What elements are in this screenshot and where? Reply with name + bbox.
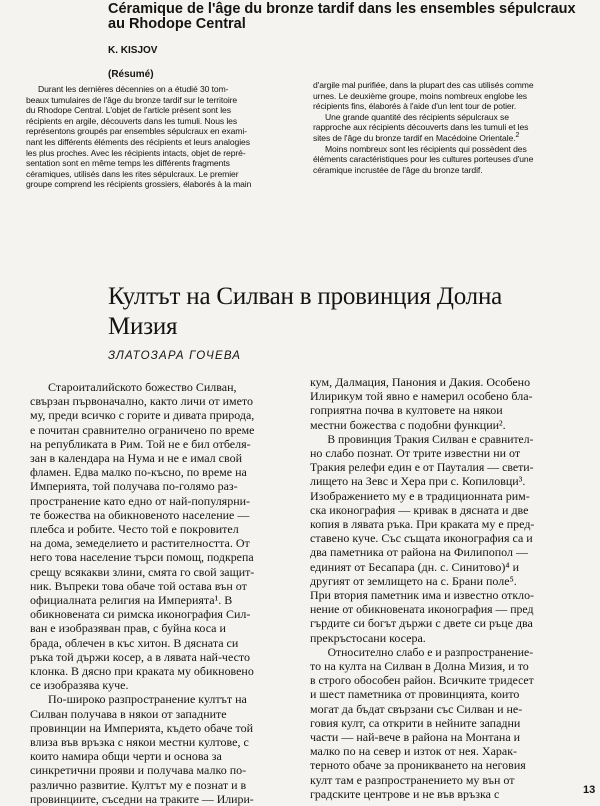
- resume-text-line: du Rhodope Central. L'objet de l'article présent sont les: [26, 105, 231, 116]
- article-text-line: градските центрове и не във връзка с: [310, 786, 500, 801]
- resume-label: (Résumé): [108, 69, 154, 80]
- resume-text-line: récipients fins, élaborés à l'aide d'un lent tour de potier.: [313, 101, 517, 112]
- article-text-line: клонка. В дясно при краката му обикновено: [30, 664, 254, 679]
- article-text-line: свързан първоначално, както личи от името: [30, 394, 254, 409]
- article-text-line: ръка той държи косер, а в лявата най-често: [30, 649, 251, 664]
- resume-text-line: Une grande quantité des récipients sépulcraux se: [325, 111, 509, 122]
- resume-left-column: [26, 84, 251, 190]
- article-text-line: Относително слабо е и разпространение-: [327, 644, 534, 659]
- resume-text-line: sentation sont en même temps les différents fragments: [26, 158, 230, 169]
- article-left-column: [30, 380, 254, 806]
- footnote-mark: 2: [515, 132, 520, 140]
- article-text-line: Староиталийското божество Силван,: [48, 380, 237, 394]
- article-text-line: Илирикум той явно е намерил особено бла-: [310, 389, 533, 404]
- article-text-line: брада, облечен в къс хитон. В дясната си: [30, 635, 239, 650]
- resume-text-line: groupe comprend les récipients grossiers, élaborés à la main: [26, 179, 252, 190]
- article-text-line: При втория паметник има и известно откло-: [310, 588, 534, 603]
- article-text-line: гоприятна почва в култовете на някои: [310, 403, 503, 418]
- article-text-line: лището на Зевс и Хера при с. Копиловци³.: [310, 474, 526, 489]
- resume-text-line: les plus proches. Avec les récipients intacts, objet de repré-: [26, 147, 246, 158]
- resume-text-line: représentons groupés par ensembles sépulcraux en exami-: [26, 126, 247, 137]
- article-text-line: пространение като едно от най-популярни-: [30, 493, 251, 508]
- article-text-line: другият от землището на с. Брани поле⁵.: [310, 573, 517, 588]
- article-text-line: официалната религия на Империята¹. В: [30, 593, 233, 608]
- article-text-line: срещу всякакви злини, смята го свой защит-: [30, 564, 255, 579]
- article-text-line: малко по на север и изток от нея. Харак-: [310, 744, 518, 759]
- resume-text-line: urnes. Le deuxième groupe, moins nombreux englobe les: [313, 90, 527, 101]
- resume-title-line1: Céramique de l'âge du bronze tardif dans les ensembles sépulcraux: [108, 1, 576, 17]
- resume-text-line: rapproche aux récipients découverts dans les tumuli et les: [313, 122, 529, 133]
- article-title: [108, 282, 578, 342]
- article-text-line: части — най-вече в района на Монтана и: [310, 730, 521, 745]
- article-title-line2: Мизия: [108, 313, 178, 340]
- article-text-line: то на култа на Силван в Долна Мизия, и то: [310, 659, 529, 674]
- article-text-line: ник. Въпреки това обаче той остава вън от: [30, 578, 247, 593]
- article-text-line: култ там е разпространението му вън от: [310, 772, 515, 787]
- article-text-line: му, преди всичко с горите и дивата природа,: [30, 408, 255, 423]
- article-text-line: единият от Бесапара (дн. с. Синитово)⁴ и: [310, 559, 520, 574]
- resume-text-line: beaux tumulaires de l'âge du bronze tardif sur le territoire: [26, 94, 238, 105]
- article-title-line1: Култът на Силван в провинция Долна: [108, 283, 503, 310]
- article-text-line: Изображението му е в традиционната рим-: [310, 488, 530, 503]
- article-text-line: зан в календара на Нума и не е имал свой: [30, 451, 243, 466]
- article-text-line: два паметника от района на Филипопол —: [310, 545, 528, 560]
- article-text-line: които намира общи черти и основа за: [30, 749, 222, 764]
- article-text-line: провинции на Империята, където обаче той: [30, 720, 253, 735]
- resume-text-line: nant les différents éléments des récipients et leurs analogies: [26, 136, 250, 147]
- article-text-line: те божества на обикновеното население —: [30, 507, 250, 522]
- article-text-line: гърдите си богът държи с двете си ръце два: [310, 616, 533, 631]
- article-text-line: местни божества с подобни функции².: [310, 417, 506, 432]
- page-number: 13: [583, 784, 596, 796]
- article-text-line: терното обаче за проникването на неговия: [310, 758, 526, 773]
- resume-text-line: récipients en argile, découverts dans les tumuli. Nous les: [26, 115, 238, 126]
- article-text-line: кум, Далмация, Панония и Дакия. Особено: [310, 375, 531, 389]
- resume-text-line: Moins nombreux sont les récipients qui possèdent des: [325, 143, 527, 154]
- article-text-line: различно развитие. Култът му е познат и в: [30, 777, 247, 792]
- article-text-line: и шест паметника от провинцията, които: [310, 687, 520, 702]
- resume-text-line: éléments caractéristiques pour les cultures porteuses d'une: [313, 154, 534, 165]
- article-text-line: По-широко разпространение култът на: [48, 692, 247, 707]
- article-text-line: него това население търси помощ, подкрепа: [30, 550, 254, 565]
- article-text-line: нение от обикновената иконография — пред: [310, 602, 534, 617]
- article-text-line: е почитан сравнително ограничено по време: [30, 422, 255, 437]
- resume-text-line: céramique incrustée de l'âge du bronze tardif.: [313, 164, 483, 175]
- article-text-line: плебса и робите. Често той е покровител: [30, 522, 239, 537]
- resume-title: [108, 2, 578, 32]
- article-text-line: влиза във връзка с някои местни култове, с: [30, 735, 249, 750]
- article-text-line: на републиката в Рим. Той не е бил отбеля-: [30, 436, 251, 451]
- article-right-column: [310, 375, 534, 801]
- article-text-line: Тракия релефи един е от Пауталия — свети-: [310, 460, 534, 475]
- article-text-line: ска иконография — кривак в дясната и две: [310, 502, 529, 517]
- article-text-line: В провинция Тракия Силван е сравнител-: [327, 431, 534, 446]
- resume-author: K. KISJOV: [108, 45, 158, 56]
- article-text-line: на дома, земеделието и растителността. От: [30, 536, 250, 551]
- resume-text-line: céramiques, utilisés dans les rites sépulcraux. Le premier: [26, 168, 239, 179]
- article-text-line: копия в лявата ръка. При краката му е пред-: [310, 517, 535, 532]
- resume-right-column: [313, 80, 538, 175]
- resume-title-line2: au Rhodope Central: [108, 16, 246, 32]
- article-text-line: прекръстосани косера.: [310, 630, 426, 645]
- resume-text-line: d'argile mal purifiée, dans la plupart des cas utilisés comme: [313, 80, 534, 90]
- article-text-line: в строго обособен район. Всичките тридесет: [310, 673, 534, 688]
- article-text-line: ван е изобразяван прав, с буйна коса и: [30, 621, 226, 636]
- article-text-line: синкретични прояви и получава малко по-: [30, 763, 247, 778]
- article-text-line: провинциите, съседни на траките — Илири-: [30, 791, 254, 806]
- article-text-line: Империята, той получава по-голямо раз-: [30, 479, 238, 494]
- resume-text-line: Durant les dernières décennies on a étudié 30 tom-: [38, 84, 229, 94]
- article-text-line: Силван получава в някои от западните: [30, 706, 227, 721]
- article-text-line: ставено куче. Със същата иконография са и: [310, 531, 533, 546]
- article-text-line: но слабо познат. От трите известни ни от: [310, 446, 521, 461]
- article-text-line: фламен. Едва малко по-късно, по време на: [30, 465, 247, 480]
- article-text-line: се изобразява куче.: [30, 678, 129, 693]
- resume-text-line: sites de l'âge du bronze tardif en Macédoine Orientale.$^2$: [313, 132, 520, 143]
- article-text-line: могат да бъдат свързани със Силван и не-: [310, 701, 523, 716]
- article-text-line: обикновената си римска иконография Сил-: [30, 607, 251, 622]
- article-text-line: говия култ, са открити в нейните западни: [310, 715, 521, 730]
- article-author: ЗЛАТОЗАРА ГОЧЕВА: [108, 350, 242, 362]
